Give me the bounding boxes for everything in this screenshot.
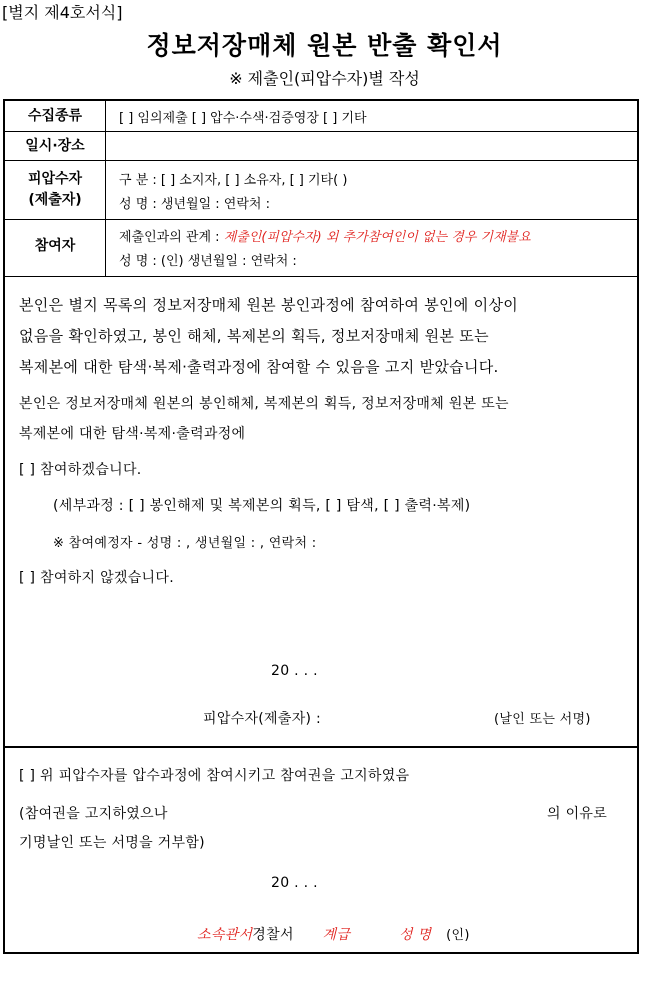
- officer-notice-line3: 기명날인 또는 서명을 거부함): [19, 835, 205, 851]
- row-label-seizee-2: (제출자): [28, 192, 82, 208]
- officer-signature-line[interactable]: [197, 924, 470, 944]
- row-label-collection-type: 수집종류: [27, 108, 83, 124]
- statement-p1-line2: 없음을 확인하였고, 봉인 해체, 복제본의 획득, 정보저장매체 원본 또는: [19, 327, 489, 345]
- statement-date[interactable]: 20 . . .: [271, 663, 318, 679]
- table-row-divider: [5, 219, 637, 220]
- option-not-participate[interactable]: [ ] 참여하지 않겠습니다.: [19, 570, 174, 586]
- signer-label: 피압수자(제출자) :: [203, 711, 322, 727]
- option-participate[interactable]: [ ] 참여하겠습니다.: [19, 462, 142, 478]
- seizee-category-line[interactable]: 구 분 : [ ] 소지자, [ ] 소유자, [ ] 기타( ): [119, 173, 348, 188]
- officer-notice-line2-left: (참여권을 고지하였으나: [19, 806, 168, 822]
- table-bottom-divider: [5, 276, 637, 277]
- row-label-seizee-1: 피압수자: [27, 171, 83, 187]
- statement-p1-line3: 복제본에 대한 탐색·복제·출력과정에 참여할 수 있음을 고지 받았습니다.: [19, 358, 499, 376]
- sig-rank: 계급: [322, 927, 351, 943]
- statement-p1-line1: 본인은 별지 목록의 정보저장매체 원본 봉인과정에 참여하여 봉인에 이상이: [19, 296, 519, 314]
- form-number-tag: [별지 제4호서식]: [2, 3, 123, 22]
- sig-name: 성 명: [398, 927, 432, 943]
- officer-notice-line1[interactable]: [ ] 위 피압수자를 압수과정에 참여시키고 참여권을 고지하였음: [19, 768, 410, 784]
- seizee-identity-line[interactable]: 성 명 : 생년월일 : 연락처 :: [119, 197, 270, 212]
- collection-type-options[interactable]: [ ] 임의제출 [ ] 압수·수색·검증영장 [ ] 기타: [119, 111, 367, 126]
- participant-identity-line[interactable]: 성 명 : (인) 생년월일 : 연락처 :: [119, 254, 297, 269]
- form-frame: [3, 99, 639, 954]
- officer-notice-line2-right: 의 이유로: [547, 806, 608, 822]
- sig-station: 경찰서: [252, 927, 294, 943]
- row-label-participant: 참여자: [34, 238, 76, 254]
- participant-relation-line[interactable]: [119, 226, 531, 245]
- relation-note: 제출인(피압수자) 외 추가참여인이 없는 경우 기재불요: [223, 230, 531, 245]
- option-participate-detail[interactable]: (세부과정 : [ ] 봉인해제 및 복제본의 획득, [ ] 탐색, [ ] 출력·복제): [53, 498, 471, 514]
- officer-date[interactable]: 20 . . .: [271, 875, 318, 891]
- signer-seal-note[interactable]: (날인 또는 서명): [494, 712, 591, 727]
- document-title: 정보저장매체 원본 반출 확인서: [146, 31, 503, 60]
- relation-prefix: 제출인과의 관계 :: [119, 230, 224, 245]
- table-column-divider: [105, 101, 106, 276]
- sig-seal: (인): [446, 928, 470, 943]
- option-participate-note[interactable]: ※ 참여예정자 - 성명 : , 생년월일 : , 연락처 :: [53, 536, 317, 551]
- table-row-divider: [5, 131, 637, 132]
- statement-p2-line2: 복제본에 대한 탐색·복제·출력과정에: [19, 426, 246, 442]
- table-row-divider: [5, 160, 637, 161]
- row-label-datetime-place: 일시·장소: [25, 138, 85, 154]
- section-divider: [5, 746, 637, 748]
- statement-p2-line1: 본인은 정보저장매체 원본의 봉인해체, 복제본의 획득, 정보저장매체 원본 또는: [19, 396, 509, 412]
- sig-office: 소속관서: [197, 927, 253, 943]
- document-subtitle: ※ 제출인(피압수자)별 작성: [229, 69, 420, 88]
